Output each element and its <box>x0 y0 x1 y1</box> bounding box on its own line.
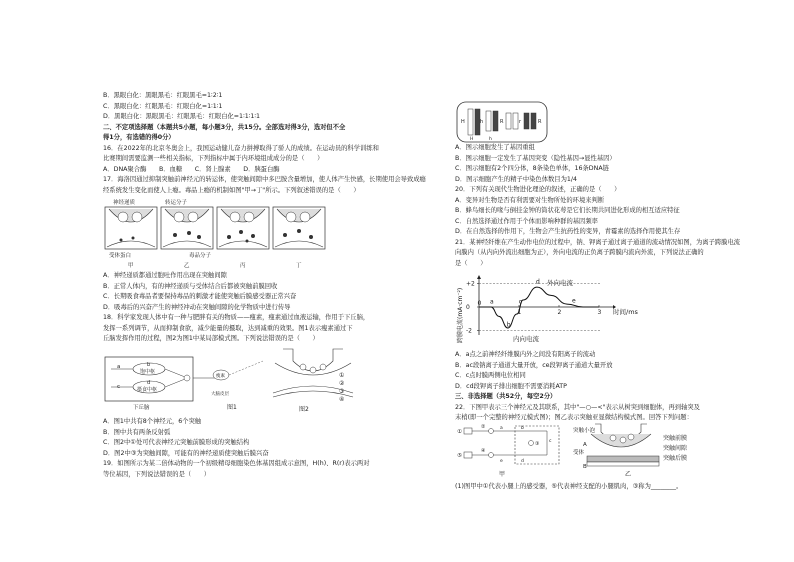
fig22-reflex-arc <box>457 424 559 478</box>
chart-point-label: c <box>518 298 523 306</box>
q21-stem-cont2: 是（ ） <box>455 259 487 267</box>
fig18-label-satiety: 饱中枢 <box>140 369 156 375</box>
q18-option-b: B．图中共有两条反射弧 <box>103 428 171 436</box>
fig22-label-a: a <box>500 426 503 431</box>
q20-option-b: B．蜂鸟细长的喙与倒挂金钟的筒状花萼是它们长期共同进化形成的相互适应特征 <box>455 207 680 214</box>
fig18-circle-1: ① <box>339 372 345 379</box>
fig22-label-2: ② <box>481 424 486 430</box>
fig17-label-neurotransmitter: 神经递质 <box>113 200 136 206</box>
q22-sub1-text: (1)图甲中①代表小腿上的感受器，⑤代表神经支配的小腿肌肉，③称为________。 <box>455 483 683 490</box>
fig18-label-b: b <box>147 362 151 368</box>
fig17-label-drug: 毒品分子 <box>189 253 212 259</box>
fig18-caption2: 图2 <box>299 406 309 413</box>
q17-options-block <box>103 271 388 345</box>
q17-option-b: B．正常人体内，有的神经递质与受体结合后都被突触前膜回收 <box>103 282 278 290</box>
fig18-label-c: c <box>117 384 121 390</box>
left-column <box>103 91 426 196</box>
q18-stem-cont2: 丘脑发挥作用的过程，图2为图1中某局部模式图。下列说法错误的是（ ） <box>103 335 319 342</box>
chart-ylabel: 跨膜电流(mA·cm⁻²) <box>457 287 464 343</box>
chart-annotation-outward: 外向电流 <box>547 279 573 287</box>
q17-option-d: D．吸毒后的兴奋产生的神经冲动在突触间隙的化学物质中进行传导 <box>103 303 291 311</box>
option-c: C．黑眼白化：红眼黑毛：红眼白化=1∶1∶1 <box>103 102 223 110</box>
q21-stem: 21．某神经纤维在产生动作电位的过程中，钠、钾离子通过离子通道的流动情况如图，为离子跨膜电流 <box>455 238 741 246</box>
fig22-label-c: c <box>549 439 552 444</box>
fig19-label-r: r <box>519 119 522 125</box>
fig19-label-h2: h <box>489 137 492 142</box>
q18-figure <box>103 347 353 415</box>
chart-point-label: a <box>490 298 494 306</box>
fig18-label-feeding: 摄食中枢 <box>137 387 158 393</box>
q21-option-c: C．c点时膜两侧电位相同 <box>455 372 526 379</box>
fig17-panel-label-4: 丁 <box>296 263 302 269</box>
q22-figure <box>455 424 715 480</box>
q19-stem-cont: 等位基因，下列说法错误的是（ ） <box>103 470 211 478</box>
option-d: D．黑眼白化：黑眼黑毛：红眼黑毛：红眼白化=1∶1∶1∶1 <box>103 113 261 120</box>
q20-option-c: C．自然选择通过作用于个体而影响种群的基因频率 <box>455 217 598 225</box>
q19-figure <box>456 101 548 143</box>
fig17-panel-2 <box>161 207 213 249</box>
q18-stem: 18．科学家发现人体中有一种与肥胖有关的物质——瘦素，瘦素通过血液运输，作用于下丘脑， <box>103 314 370 321</box>
q22-stem: 22．下图甲表示三个神经元及其联系，其中"—○—<"表示从树突到细胞体，再到轴突及 <box>455 403 700 411</box>
option-b: B．黑眼白化：黑眼黑毛：红眼黑毛=1∶2∶1 <box>103 92 223 99</box>
fig22-label-d: d <box>521 459 524 464</box>
fig22-synapse-postmembrane: 突触后膜 <box>663 455 688 462</box>
fig22-label-5: ⑤ <box>457 453 462 459</box>
fig22-label-4: ④ <box>481 448 486 454</box>
q19-option-a: A．图示细胞发生了基因重组 <box>455 144 535 151</box>
q18-option-c: C．图2中①处可代表神经元突触前膜形成的突触结构 <box>103 439 250 446</box>
fig19-label-h: h <box>480 119 484 125</box>
q20-option-d: D．在自然选择的作用下，生物会产生抗药性的变异，青霉素的选择作用使其生存 <box>455 228 681 235</box>
fig22-synapse <box>573 424 688 478</box>
fig17-panel-label-2: 乙 <box>184 263 190 269</box>
fig22-synapse-vesicle: 突触小泡 <box>573 428 596 434</box>
fig22-synapse-cleft: 突触间隙 <box>663 445 688 452</box>
q16-options: A．DNA聚合酶 B．血糖 C．肾上腺素 D．胰蛋白酶 <box>103 165 280 173</box>
fig17-panel-4 <box>273 207 325 249</box>
fig17-label-receptor: 受体蛋白 <box>109 253 132 259</box>
chart-series-line <box>479 287 599 328</box>
q19-stem: 19．如图所示为某二倍体动物的一个初级精母细胞染色体基因组成示意图，H(h)、R(r)表示两对 <box>103 460 370 467</box>
fig18-region-label: 下丘脑 <box>133 405 150 411</box>
q18-stem-cont: 发挥一系列调节，从而抑制食欲，减少能量的摄取，达到减重的效果。图1表示瘦素通过下 <box>103 324 353 332</box>
fig22-synapse-A: A <box>583 442 587 448</box>
q21-stem-cont: 向膜内（从内向外流出细胞为正），外向电流的正负离子跨膜内流向外流，下列说法正确的 <box>455 249 704 256</box>
fig22-synapse-receptor: 受体 <box>573 450 585 456</box>
chart-y-tick-label: -2 <box>466 327 472 335</box>
q17-figure <box>103 197 328 269</box>
q19-option-d: D．图示细胞产生的精子中染色体数目为1/4 <box>455 175 578 183</box>
q21-option-d: D．cd段钾离子排出细胞不需要消耗ATP <box>455 382 567 390</box>
fig22-label-3: ③ <box>535 441 540 447</box>
q21-option-b: B．ac段钠离子通道大量开放，ce段钾离子通道大量开放 <box>455 361 613 369</box>
fig17-label-transporter: 转运分子 <box>165 200 188 206</box>
chart-point-label: b <box>506 321 511 329</box>
q17-option-a: A．神经递质都通过胞吐作用出现在突触间隙 <box>103 272 227 279</box>
chart-y-arrow <box>477 275 481 279</box>
fig17-panel-label-1: 甲 <box>128 263 134 269</box>
fig18-cortex-label: 大脑皮层 <box>211 392 229 397</box>
fig18-circle-4: ④ <box>339 396 345 403</box>
q17-stem-cont: 经系统发生变化而使人上瘾。毒品上瘾的机制如图"甲→丁"所示。下列叙述错误的是（ ） <box>103 186 360 194</box>
fig17-panel-label-3: 丙 <box>240 263 246 269</box>
q16-stem-cont: 比赛期间需要监测一些相关指标，下列指标中属于内环境组成成分的是（ ） <box>103 155 324 162</box>
fig19-label-R: R <box>500 119 504 125</box>
q19-option-b: B．图示细胞一定发生了基因突变（隐性基因→显性基因） <box>455 154 616 162</box>
chart-x-tick-label: 1 <box>517 309 522 316</box>
fig18-figure2 <box>273 349 353 413</box>
fig18-label-d: d <box>147 380 151 386</box>
q18-option-a: A．图1中共有8个神经元，6个突触 <box>103 418 202 425</box>
right-column <box>455 143 741 269</box>
chart-x-tick-label: 2 <box>557 309 562 316</box>
chart-xlabel: 时间/ms <box>613 308 638 316</box>
q18-options-block <box>103 417 388 480</box>
chart-y-tick-label: +2 <box>466 280 475 288</box>
q19-option-c: C．图示细胞有2个四分体，8条染色单体，16条DNA链 <box>455 165 609 172</box>
chart-annotation-inward: 内向电流 <box>513 335 539 343</box>
q21-options-block <box>455 350 715 424</box>
chart-x-tick-label: 0 <box>477 300 482 307</box>
q22-sub1 <box>455 482 715 493</box>
chart-point-label: d <box>536 278 540 286</box>
fig22-label-b: b <box>521 426 524 431</box>
fig22-synapse-premembrane: 突触前膜 <box>663 435 688 442</box>
q17-option-c: C．长期吸食毒品者要保持毒品的刺激才能使突触后膜感受器正常兴奋 <box>103 293 297 300</box>
q21-current-chart <box>455 273 655 348</box>
section3-heading: 三、非选择题（共52分，每空2分） <box>455 393 557 400</box>
q16-stem: 16．在2022年的北京冬奥会上，我国运动健儿奋力拼搏取得了骄人的成绩。在运动员的科学训练和 <box>103 144 379 152</box>
q18-option-d: D．图2中③为突触间隙，可能有的神经递质使突触后膜兴奋 <box>103 449 269 457</box>
fig18-circle-3: ③ <box>339 388 345 395</box>
q22-stem-cont: 末梢(即一个完整的神经元模式图)；图乙表示突触亚显微结构模式图。回答下列问题： <box>455 414 693 421</box>
section-heading: 二、不定项选择题（本题共5小题，每小题3分，共15分。全部选对得3分，选对但不全 <box>103 123 346 131</box>
chart-x-tick-label: 3 <box>597 309 602 316</box>
section-heading-cont: 得1分，有选错的得0分） <box>103 134 175 141</box>
fig22-label-1: ① <box>457 429 462 435</box>
q20-option-a: A．变异对生物是否有利需要对生物所处的环境来判断 <box>455 196 605 204</box>
chart-layer <box>466 275 616 335</box>
chart-y-tick-label: 0 <box>466 304 470 311</box>
fig22-caption-right: 乙 <box>625 471 632 478</box>
fig22-caption-left: 甲 <box>499 471 506 478</box>
chart-point-label: e <box>572 297 576 305</box>
fig18-caption1: 图1 <box>227 404 237 411</box>
fig18-circle-2: ② <box>339 380 345 387</box>
q21-option-a: A．a点之前神经纤维膜内外之间没有阳离子的流动 <box>455 351 596 358</box>
fig19-label-H2: H <box>470 137 474 142</box>
fig17-panel-1 <box>105 207 157 249</box>
fig18-label-a: a <box>117 364 121 370</box>
fig18-leptin-label: 瘦素 <box>216 374 225 379</box>
fig19-label-R2: R <box>538 119 542 125</box>
fig17-panel-3 <box>217 207 269 249</box>
q17-stem: 17．海洛因通过抑制突触前神经元的转运体，使突触间隙中多巴胺含量增加，使人体产生快感，长期使用会导致成瘾 <box>103 176 426 183</box>
fig18-figure1 <box>105 357 193 411</box>
fig22-synapse-B: B <box>583 464 587 470</box>
fig22-label-e: e <box>500 459 503 464</box>
fig19-label-H: H <box>461 119 465 125</box>
q20-stem: 20．下列有关现代生物进化理论的叙述，正确的是（ ） <box>455 186 621 193</box>
